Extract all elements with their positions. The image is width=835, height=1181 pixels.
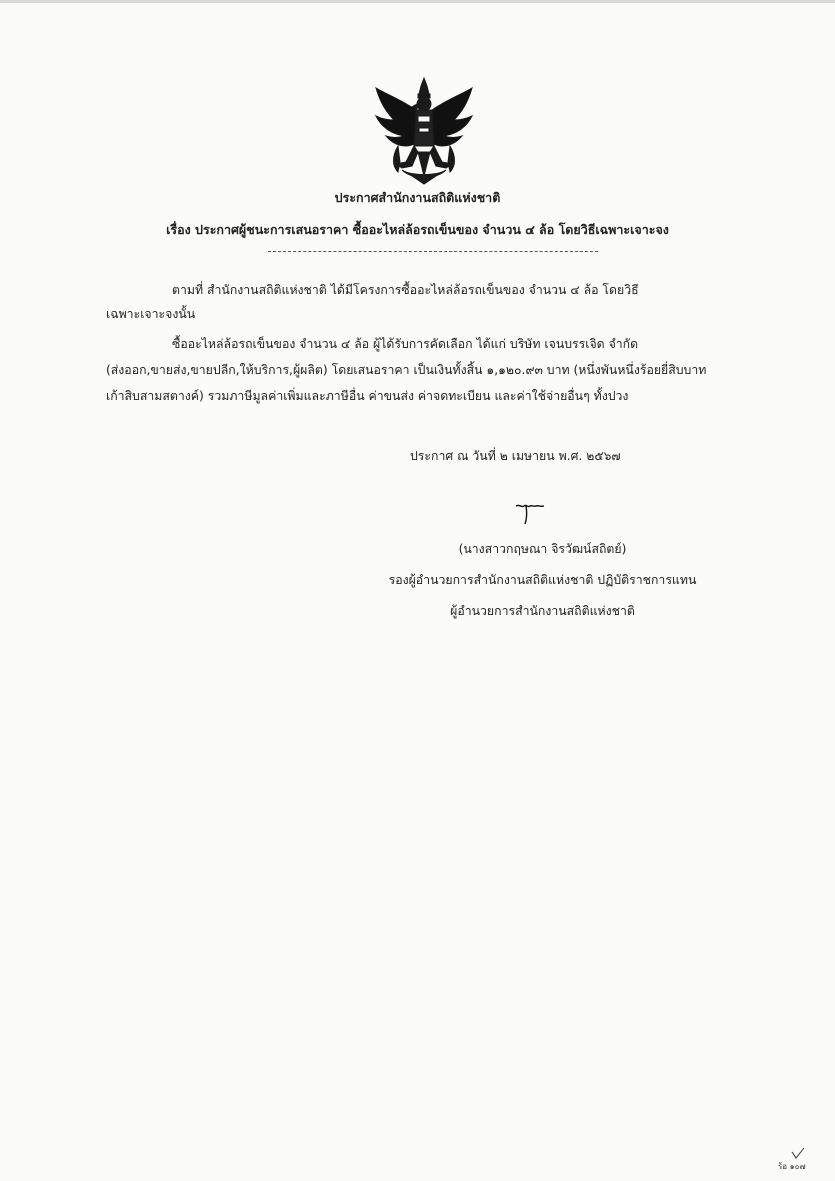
paragraph-1-line-1: ตามที่ สำนักงานสถิติแห่งชาติ ได้มีโครงการซื้ออะไหล่ล้อรถเข็นของ จำนวน ๔ ล้อ โดยวิธี — [172, 283, 639, 297]
page-mark: ร้อ ๑๐๗ — [778, 1162, 806, 1171]
signer-position-2: ผู้อำนวยการสำนักงานสถิติแห่งชาติ — [450, 604, 635, 618]
scan-edge — [0, 0, 835, 3]
paragraph-2-line-1: ซื้ออะไหล่ล้อรถเข็นของ จำนวน ๔ ล้อ ผู้ได้รับการคัดเลือก ได้แก่ บริษัท เจนบรรเจิด จำกัด — [172, 337, 639, 351]
handwritten-signature — [512, 500, 552, 526]
paragraph-2-line-3: เก้าสิบสามสตางค์) รวมภาษีมูลค่าเพิ่มและภาษีอื่น ค่าขนส่ง ค่าจดทะเบียน และค่าใช้จ่ายอื่นๆ ทั้งปวง — [106, 389, 629, 403]
document-title: ประกาศสำนักงานสถิติแห่งชาติ — [334, 190, 501, 205]
paragraph-2-line-2: (ส่งออก,ขายส่ง,ขายปลีก,ให้บริการ,ผู้ผลิต) โดยเสนอราคา เป็นเงินทั้งสิ้น ๑,๑๒๐.๙๓ บาท (หนึ่งพันหนึ่งร้อยยี่สิบบาท — [106, 363, 707, 377]
paragraph-1-line-2: เฉพาะเจาะจงนั้น — [106, 307, 196, 321]
signer-name: (นางสาวกฤษณา จิรวัฒน์สถิตย์) — [458, 542, 627, 556]
title-divider — [268, 251, 598, 252]
announce-date: ประกาศ ณ วันที่ ๒ เมษายน พ.ศ. ๒๕๖๗ — [410, 449, 621, 463]
document-subject: เรื่อง ประกาศผู้ชนะการเสนอราคา ซื้ออะไหล่ล้อรถเข็นของ จำนวน ๔ ล้อ โดยวิธีเฉพาะเจาะจง — [166, 222, 669, 237]
signer-position-1: รองผู้อำนวยการสำนักงานสถิติแห่งชาติ ปฏิบัติราชการแทน — [388, 573, 697, 587]
garuda-emblem-icon — [372, 76, 476, 186]
